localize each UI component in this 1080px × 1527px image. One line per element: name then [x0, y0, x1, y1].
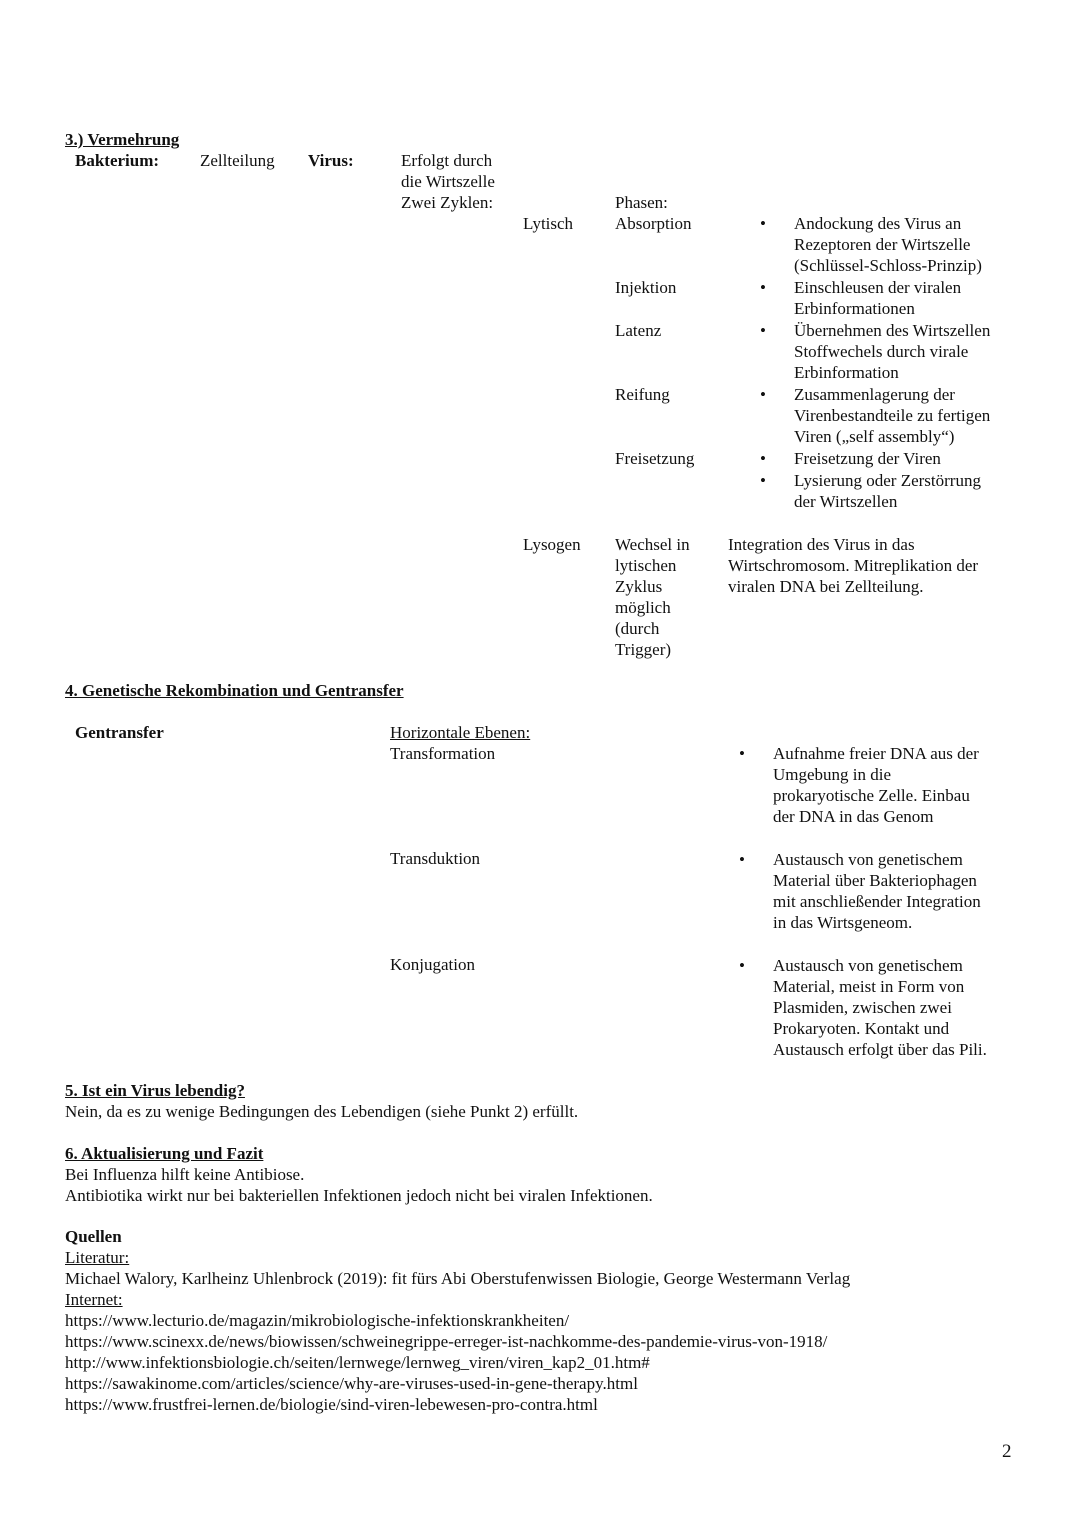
- phase-injektion: Injektion: [615, 278, 677, 297]
- transduktion-label: Transduktion: [390, 849, 481, 868]
- horizontal-subheading: Horizontale Ebenen:: [390, 723, 531, 742]
- phase-freisetzung: Freisetzung: [615, 449, 695, 468]
- list-item: • Austausch von genetischem Material, meist in Form von Plasmiden, zwischen zwei Prokaryoten. Kontakt und Austausch erfolgt über das Pili.: [739, 955, 987, 1060]
- lysogen-phase: Wechsel in lytischen Zyklus möglich (durch Trigger): [615, 535, 690, 659]
- reifung-bullets: [760, 384, 990, 447]
- literatur-entry: Michael Walory, Karlheinz Uhlenbrock (2019): fit fürs Abi Oberstufenwissen Biologie, George Westermann Verlag: [65, 1269, 851, 1288]
- internet-list: [65, 1310, 827, 1415]
- source-link[interactable]: https://sawakinome.com/articles/science/why-are-viruses-used-in-gene-therapy.html: [65, 1374, 638, 1393]
- lytisch-label: Lytisch: [523, 214, 574, 233]
- lysogen-description: Integration des Virus in das Wirtschromosom. Mitreplikation der viralen DNA bei Zellteilung.: [728, 535, 979, 596]
- transduktion-bullets: [739, 849, 981, 933]
- list-item: • Freisetzung der Viren: [760, 448, 981, 469]
- freisetzung-bullets: [760, 448, 981, 512]
- virus-value: Erfolgt durch die Wirtszelle Zwei Zyklen:: [401, 151, 495, 212]
- list-item: • Austausch von genetischem Material über Bakteriophagen mit anschließender Integration in das Wirtsgeneom.: [739, 849, 981, 933]
- latenz-bullets: [760, 320, 990, 383]
- gentransfer-label: Gentransfer: [75, 723, 164, 742]
- section-5-heading: 5. Ist ein Virus lebendig?: [65, 1081, 245, 1100]
- konjugation-bullets: [739, 955, 987, 1060]
- transformation-bullets: [739, 743, 979, 827]
- phasen-label: Phasen:: [615, 193, 668, 212]
- konjugation-label: Konjugation: [390, 955, 475, 974]
- internet-label: Internet:: [65, 1290, 123, 1309]
- section-6-heading: 6. Aktualisierung und Fazit: [65, 1144, 264, 1163]
- list-item: • Aufnahme freier DNA aus der Umgebung in die prokaryotische Zelle. Einbau der DNA in das Genom: [739, 743, 979, 827]
- phase-reifung: Reifung: [615, 385, 670, 404]
- section-4-heading: 4. Genetische Rekombination und Gentransfer: [65, 681, 404, 700]
- section-5-text: Nein, da es zu wenige Bedingungen des Lebendigen (siehe Punkt 2) erfüllt.: [65, 1102, 579, 1121]
- list-item: • Einschleusen der viralen Erbinformationen: [760, 277, 961, 319]
- transformation-label: Transformation: [390, 744, 496, 763]
- virus-label: Virus:: [308, 151, 354, 170]
- bakterium-label: Bakterium:: [75, 151, 160, 170]
- injektion-bullets: [760, 277, 961, 319]
- phase-absorption: Absorption: [615, 214, 692, 233]
- source-link[interactable]: http://www.infektionsbiologie.ch/seiten/lernwege/lernweg_viren/viren_kap2_01.htm#: [65, 1353, 650, 1372]
- source-link[interactable]: https://www.scinexx.de/news/biowissen/schweinegrippe-erreger-ist-nachkomme-des-pandemie-virus-von-1918/: [65, 1332, 828, 1351]
- literatur-label: Literatur:: [65, 1248, 130, 1267]
- section-6-text: Bei Influenza hilft keine Antibiose. Antibiotika wirkt nur bei bakteriellen Infektionen jedoch nicht bei viralen Infektionen.: [65, 1165, 653, 1205]
- lysogen-label: Lysogen: [523, 535, 581, 554]
- absorption-bullets: [760, 213, 982, 276]
- list-item: • Zusammenlagerung der Virenbestandteile zu fertigen Viren („self assembly“): [760, 384, 990, 447]
- section-3-heading: 3.) Vermehrung: [65, 130, 180, 149]
- sources-heading: Quellen: [65, 1227, 122, 1246]
- source-link[interactable]: https://www.lecturio.de/magazin/mikrobiologische-infektionskrankheiten/: [65, 1311, 570, 1330]
- source-link[interactable]: https://www.frustfrei-lernen.de/biologie/sind-viren-lebewesen-pro-contra.html: [65, 1395, 598, 1414]
- phase-latenz: Latenz: [615, 321, 662, 340]
- list-item: • Lysierung oder Zerstörrung der Wirtszellen: [760, 470, 981, 512]
- list-item: • Andockung des Virus an Rezeptoren der Wirtszelle (Schlüssel-Schloss-Prinzip): [760, 213, 982, 276]
- list-item: • Übernehmen des Wirtszellen Stoffwechels durch virale Erbinformation: [760, 320, 990, 383]
- bakterium-value: Zellteilung: [200, 151, 275, 170]
- page-number: 2: [1002, 1441, 1012, 1462]
